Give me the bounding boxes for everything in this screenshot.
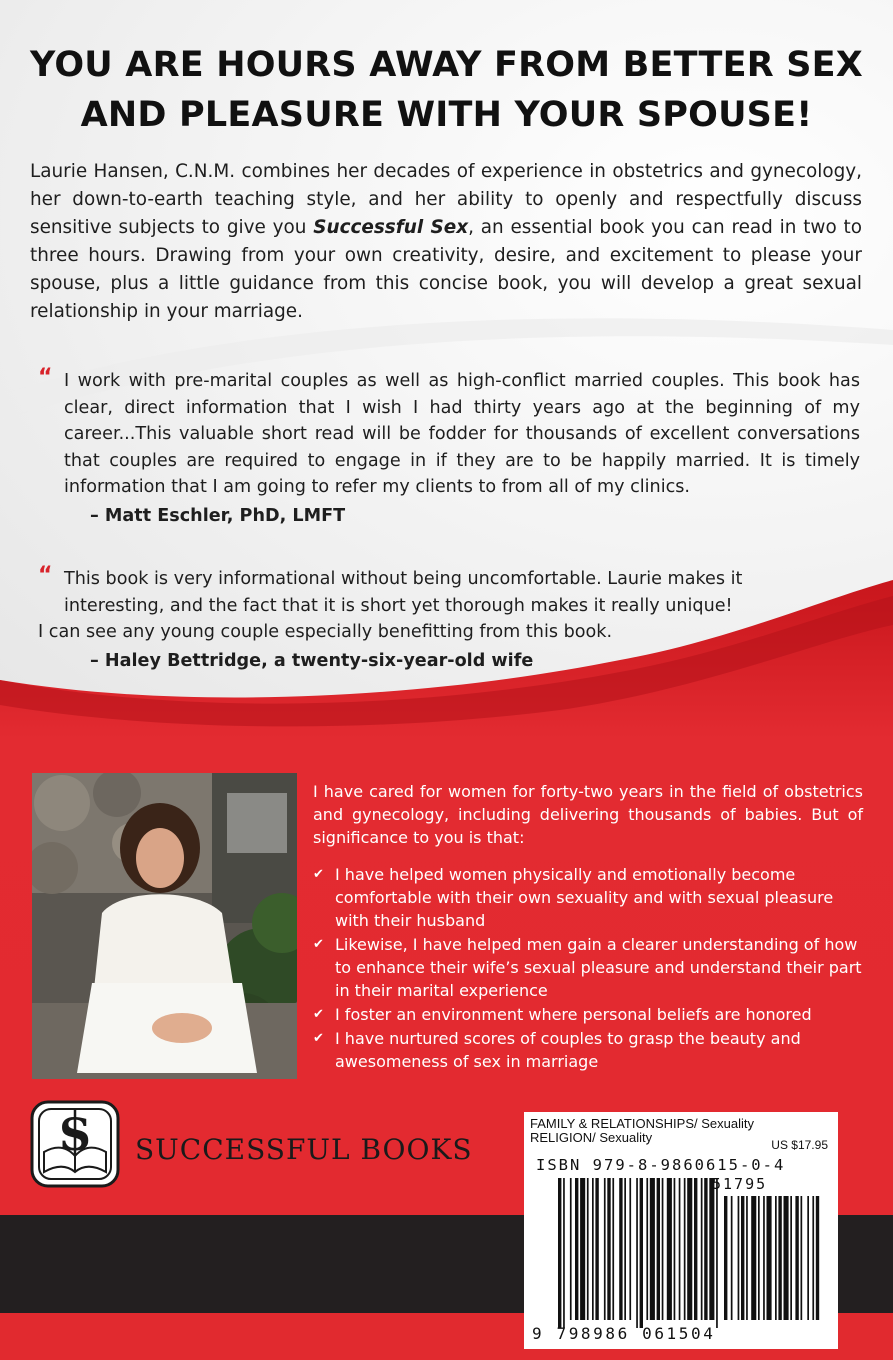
barcode-bar [619, 1178, 622, 1320]
barcode-bar [657, 1178, 660, 1320]
barcode-bar [709, 1178, 714, 1320]
testimonial-2-attribution: – Haley Bettridge, a twenty-six-year-old wife [90, 650, 534, 671]
barcode-bar [694, 1178, 697, 1320]
barcode-bar [604, 1178, 606, 1320]
barcode-bar [580, 1178, 585, 1320]
barcode-bar [724, 1196, 727, 1320]
author-bio [313, 780, 863, 1074]
bio-bullet [313, 1027, 863, 1073]
intro-text-after: , an essential book you can read in two to three hours. Drawing from your own creativity, desire, and excitement to please your spouse, plus a little guidance from this concise book, you will develop a great sexual relationship in your marriage. [30, 217, 862, 322]
barcode-bar [746, 1196, 748, 1320]
isbn-text: ISBN 979-8-9860615-0-4 [536, 1156, 786, 1174]
intro-paragraph [30, 158, 862, 326]
barcode-bar [629, 1178, 631, 1320]
testimonial-2-text [64, 566, 860, 619]
barcode-bar [816, 1196, 819, 1320]
author-photo [32, 773, 297, 1079]
barcode-bar [595, 1178, 598, 1320]
barcode-bar [674, 1178, 676, 1320]
barcode-bar [784, 1196, 789, 1320]
bio-bullet [313, 1003, 863, 1026]
barcode-bar [812, 1196, 814, 1320]
testimonial-2-line-1: This book is very informational without being uncomfortable. Laurie makes it [64, 569, 743, 589]
barcode-bar [636, 1178, 638, 1328]
quote-mark-icon: “ [38, 365, 53, 390]
barcode-bar [790, 1196, 792, 1320]
barcode-bar [563, 1178, 565, 1328]
barcode-bar [801, 1196, 803, 1320]
intro-text-before: Laurie Hansen, C.N.M. combines her decades of experience in obstetrics and gynecology, her down-to-earth teaching style, and her ability to openly and respectfully discuss sensitive subjects to give you [30, 161, 862, 238]
bisac-category-2: RELIGION/ Sexuality [530, 1130, 653, 1145]
barcode-bar [646, 1178, 648, 1320]
barcode-bar [704, 1178, 707, 1320]
headline-line-2: AND PLEASURE WITH YOUR SPOUSE! [80, 95, 813, 135]
barcode-bar [667, 1178, 672, 1320]
headline-line-1: YOU ARE HOURS AWAY FROM BETTER SEX [30, 45, 863, 85]
testimonial-1-attribution: – Matt Eschler, PhD, LMFT [90, 505, 346, 526]
bio-intro: I have cared for women for forty-two years in the field of obstetrics and gynecology, including delivering thousands of babies. But of significance to you is that: [313, 782, 863, 847]
barcode-bar [741, 1196, 744, 1320]
bio-bullet [313, 933, 863, 1002]
bio-bullet-text: I foster an environment where personal beliefs are honored [335, 1005, 812, 1024]
testimonial-1-text: I work with pre-marital couples as well as high-conflict married couples. This book has clear, direct information that I wish I had thirty years ago at the beginning of my career...This valuable short read will be fodder for thousands of excellent conversations that couples are required to engage in if they are to be happily married. It is timely information that I am going to refer my clients to from all of my clinics. [64, 371, 860, 497]
testimonial-2-line-3: I can see any young couple especially benefitting from this book. [38, 622, 613, 642]
bio-bullet-text: I have nurtured scores of couples to grasp the beauty and awesomeness of sex in marriage [335, 1029, 801, 1071]
barcode-bar [607, 1178, 610, 1320]
bio-bullet-text: Likewise, I have helped men gain a clearer understanding of how to enhance their wife’s sexual pleasure and understand their part in their marital experience [335, 935, 862, 1000]
check-icon: ✔ [313, 867, 324, 882]
bisac-categories [530, 1117, 754, 1145]
barcode-bar [775, 1196, 777, 1320]
book-monogram-logo-icon [30, 1100, 120, 1188]
barcode-bar [767, 1196, 772, 1320]
check-icon: ✔ [313, 1031, 324, 1046]
barcode-bar [795, 1196, 798, 1320]
check-icon: ✔ [313, 937, 324, 952]
bio-bullet [313, 863, 863, 932]
barcode-bar [758, 1196, 760, 1320]
headline [0, 40, 893, 140]
barcode-bar [640, 1178, 643, 1328]
bio-list [313, 863, 863, 1073]
isbn-barcode-box [524, 1112, 838, 1349]
testimonial-2 [38, 563, 860, 674]
barcode-bar [701, 1178, 703, 1320]
barcode-bar [662, 1178, 664, 1320]
svg-text:S: S [59, 1110, 91, 1161]
barcode-bar [558, 1178, 561, 1328]
bisac-category-1: FAMILY & RELATIONSHIPS/ Sexuality [530, 1116, 754, 1131]
barcode-bar [807, 1196, 809, 1320]
barcode-bar [684, 1178, 686, 1320]
testimonial-2-line-2: interesting, and the fact that it is short yet thorough makes it really unique! [64, 595, 733, 616]
testimonial-1 [38, 365, 860, 529]
barcode-bar [731, 1196, 733, 1320]
bio-bullet-text: I have helped women physically and emotionally become comfortable with their own sexuality and with sexual pleasure with their husband [335, 865, 834, 930]
barcode-bar [570, 1178, 572, 1320]
barcode-bar [575, 1178, 578, 1320]
barcode-bar [650, 1178, 655, 1320]
barcode-bar [716, 1178, 718, 1328]
price-label: US $17.95 [771, 1138, 828, 1152]
barcode-bar [592, 1178, 594, 1320]
barcode-bar [624, 1178, 626, 1320]
barcode-bar [751, 1196, 756, 1320]
barcode-number: 9 798986 061504 [532, 1324, 716, 1343]
price-code: 51795 [712, 1175, 768, 1193]
barcode-bar [587, 1178, 589, 1320]
barcode-bar [778, 1196, 781, 1320]
barcode-bar [763, 1196, 765, 1320]
publisher-name: SUCCESSFUL BOOKS [135, 1133, 473, 1166]
book-title: Successful Sex [313, 217, 469, 238]
check-icon: ✔ [313, 1007, 324, 1022]
barcode-bar [612, 1178, 614, 1320]
barcode-bar [679, 1178, 681, 1320]
barcode-bar [687, 1178, 692, 1320]
barcode-bar [738, 1196, 740, 1320]
quote-mark-icon: “ [38, 563, 53, 588]
